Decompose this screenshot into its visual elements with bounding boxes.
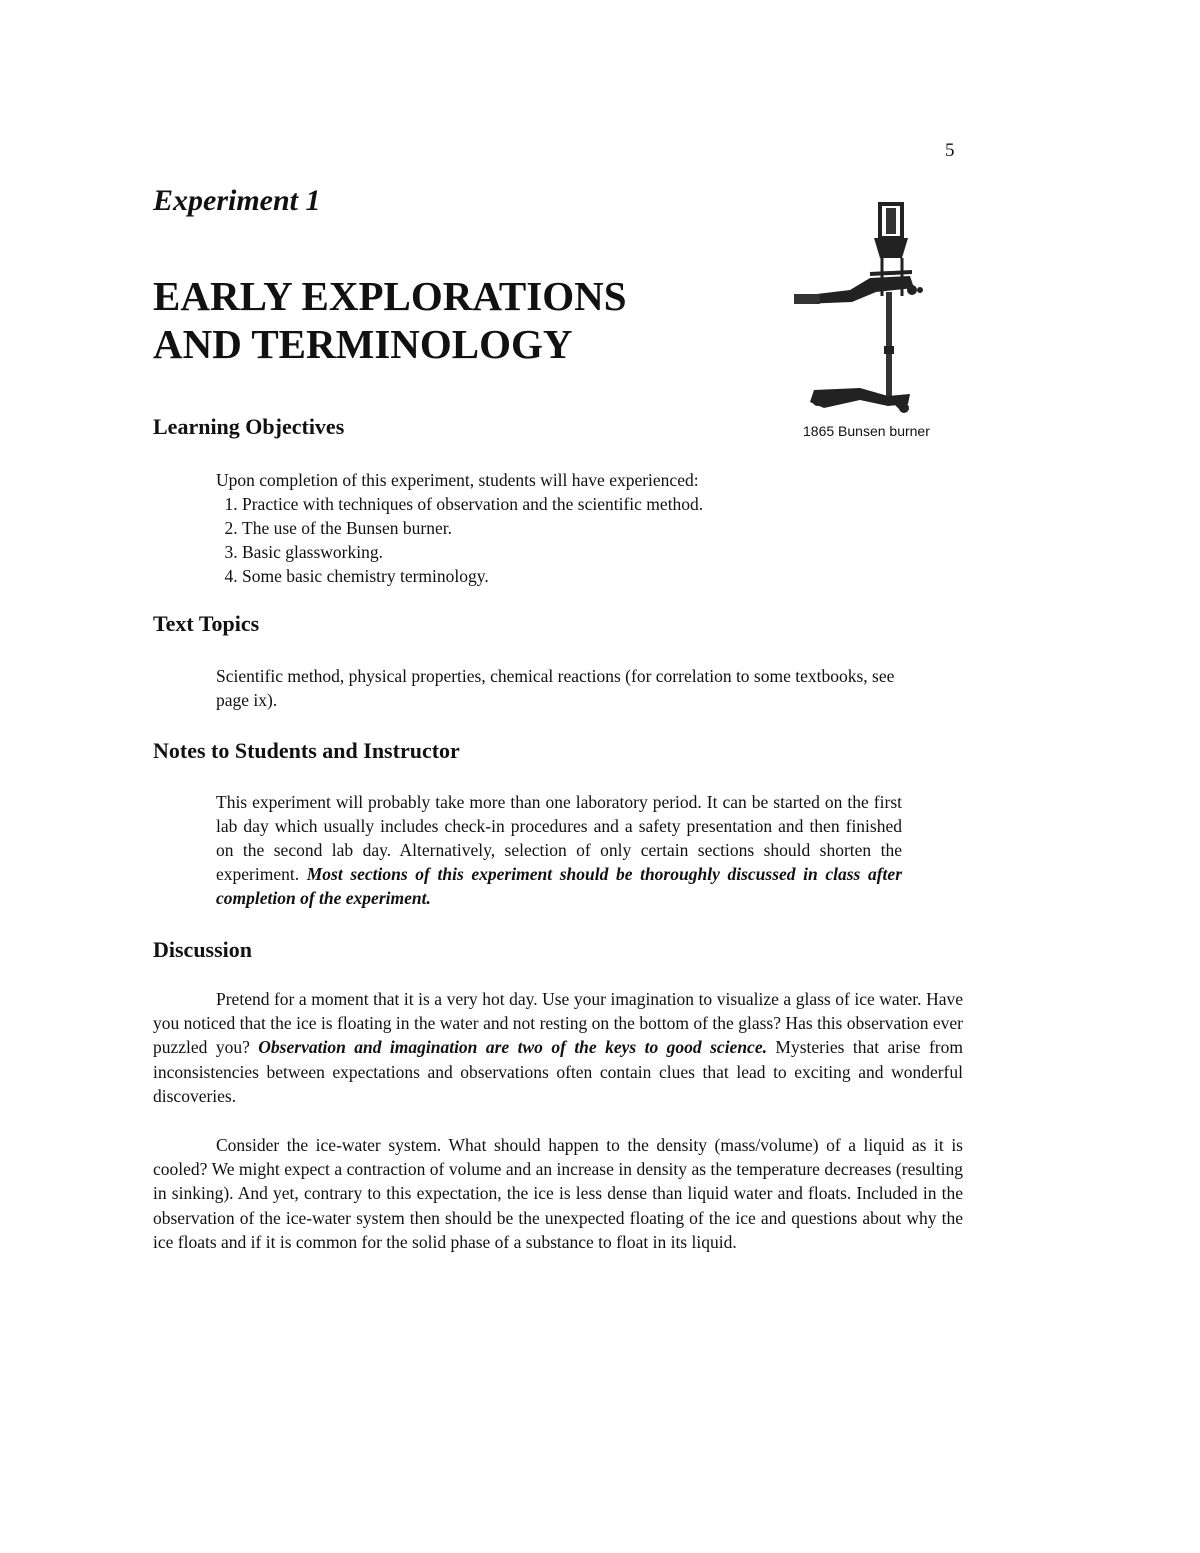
figure-caption: 1865 Bunsen burner [803,423,930,439]
page-number: 5 [945,140,955,161]
notes-heading: Notes to Students and Instructor [153,738,460,763]
notes-body-text: This experiment will probably take more than one laboratory period. It can be started on the first lab day which usually includes check-in procedures and a safety presentation and then finished on the second lab day. Alternatively, selection of only certain sections should shorten the experiment. [216,792,902,884]
discussion-heading: Discussion [153,937,253,962]
learning-objectives-heading: Learning Objectives [153,414,345,439]
bunsen-burner-figure [790,196,966,421]
objectives-list [216,492,906,588]
title-line-1: EARLY EXPLORATIONS [153,273,627,319]
discussion-p1-text-end: Mysteries that arise from inconsistencies between expectations and observations often contain clues that lead to exciting and wonderful discoveries. [153,1037,963,1106]
page-title [153,272,753,368]
discussion-paragraph-2: Consider the ice-water system. What should happen to the density (mass/volume) of a liquid as it is cooled? We might expect a contraction of volume and an increase in density as the temperature decreases (resulting in sinking). And yet, contrary to this expectation, the ice is less dense than liquid water and floats. Included in the observation of the ice-water system then should be the unexpected floating of the ice and questions about why the ice floats and if it is common for the solid phase of a substance to float in its liquid. [153,1135,963,1252]
learning-objectives-section [216,468,906,588]
discussion-p1-emphasis: Observation and imagination are two of the keys to good science. [258,1037,767,1058]
list-item: 4. Some basic chemistry terminology. [242,564,906,588]
list-item: 3. Basic glassworking. [242,540,906,564]
objectives-intro: Upon completion of this experiment, students will have experienced: [216,470,699,490]
text-topics-heading: Text Topics [153,611,260,636]
text-topics-section [216,664,902,712]
notes-section [216,790,902,910]
title-line-2: AND TERMINOLOGY [153,321,573,367]
list-item: 1. Practice with techniques of observation and the scientific method. [242,492,906,516]
experiment-label: Experiment 1 [153,184,321,217]
discussion-paragraph-1 [153,987,963,1108]
notes-emphasis: Most sections of this experiment should be thoroughly discussed in class after completion of the experiment. [216,864,902,908]
list-item: 2. The use of the Bunsen burner. [242,516,906,540]
discussion-p1-text: Pretend for a moment that it is a very hot day. Use your imagination to visualize a glass of ice water. Have you noticed that the ice is floating in the water and not resting on the bottom of the glass? Has this observation ever puzzled you? [153,989,963,1058]
bunsen-burner-icon [790,196,966,421]
notes-body [216,790,902,910]
text-topics-body: Scientific method, physical properties, chemical reactions (for correlation to some textbooks, see page ix). [216,666,895,710]
